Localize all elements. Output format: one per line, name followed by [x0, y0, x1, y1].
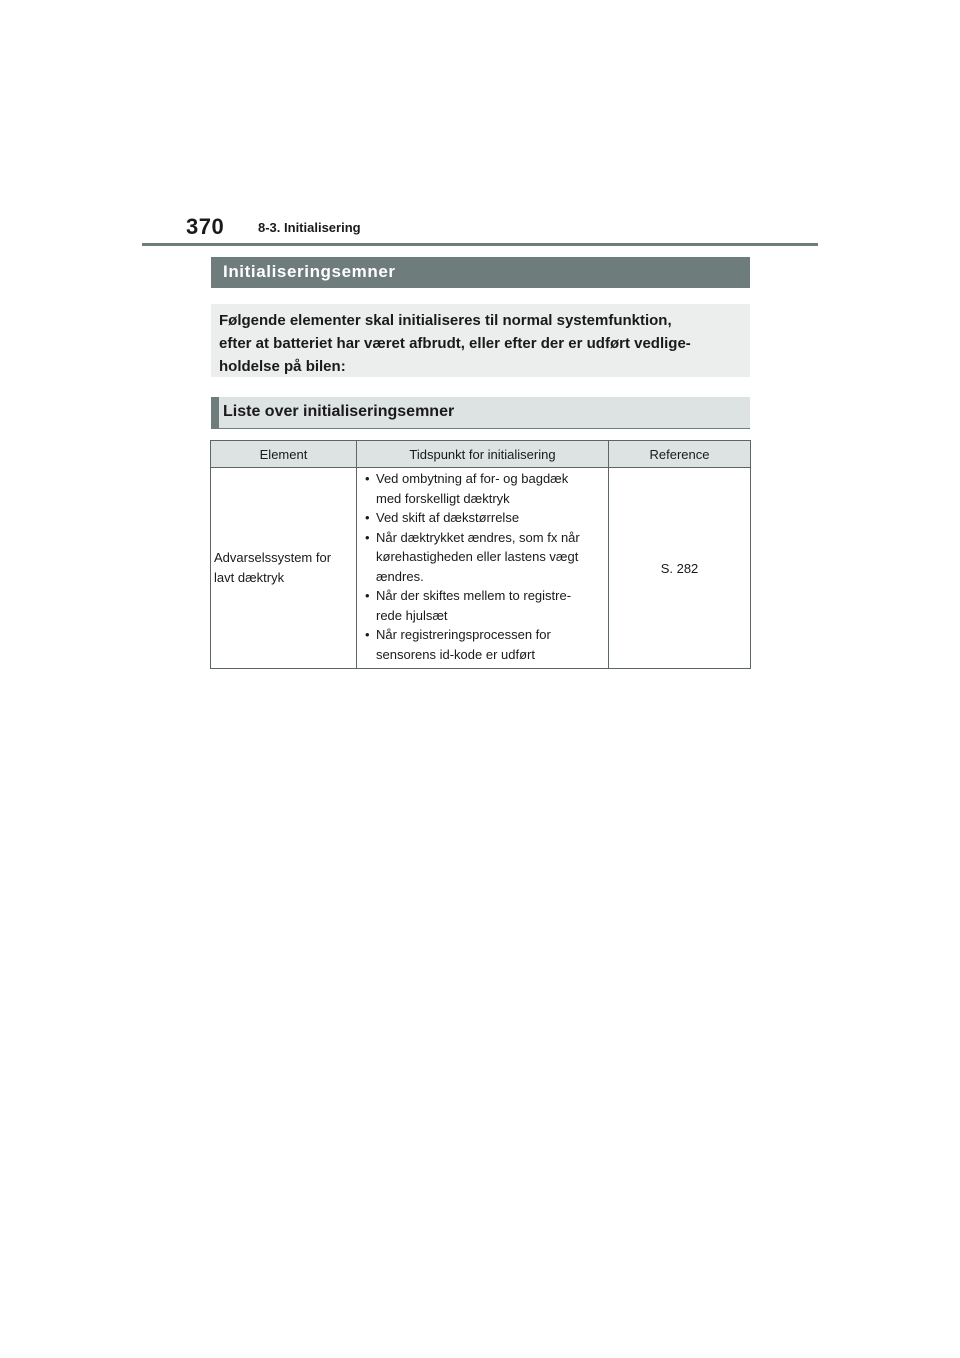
list-item-line: ændres.: [376, 568, 424, 584]
cell-reference: S. 282: [609, 468, 751, 669]
column-header-timing: Tidspunkt for initialisering: [357, 441, 609, 468]
list-item-line: Ved skift af dækstørrelse: [376, 510, 520, 525]
timing-list: [365, 469, 604, 664]
intro-line: Følgende elementer skal initialiseres til normal systemfunktion,: [219, 312, 672, 329]
table-row: [211, 468, 751, 669]
list-item: [365, 528, 604, 587]
element-line: lavt dæktryk: [214, 570, 285, 585]
page-number: 370: [186, 214, 225, 239]
column-header-reference: Reference: [609, 441, 751, 468]
initialization-table: [210, 440, 751, 669]
intro-text: [219, 309, 742, 378]
title-bar: Initialiseringsemner: [211, 257, 750, 288]
sub-heading: Liste over initialiseringsemner: [211, 397, 750, 429]
intro-line: efter at batteriet har været afbrudt, eller efter der er udført vedlige-: [219, 335, 691, 352]
table-header-row: [211, 441, 751, 468]
list-item-line: med forskelligt dæktryk: [376, 490, 510, 506]
intro-box: [211, 304, 750, 377]
list-item: [365, 508, 604, 528]
cell-timing: [357, 468, 609, 669]
list-item-line: Når der skiftes mellem to registre-: [376, 588, 572, 603]
column-header-element: Element: [211, 441, 357, 468]
list-item-line: sensorens id-kode er udført: [376, 646, 535, 662]
list-item: [365, 586, 604, 625]
list-item: [365, 469, 604, 508]
list-item-line: kørehastigheden eller lastens vægt: [376, 549, 579, 564]
list-item-line: Når registreringsprocessen for: [376, 627, 551, 642]
cell-element: [211, 468, 357, 669]
list-item-line: Når dæktrykket ændres, som fx når: [376, 529, 580, 545]
header-rule: [142, 243, 818, 246]
element-line: Advarselssystem for: [214, 550, 332, 565]
list-item-line: rede hjulsæt: [376, 607, 448, 623]
list-item-line: Ved ombytning af for- og bagdæk: [376, 471, 569, 486]
intro-line: holdelse på bilen:: [219, 358, 346, 375]
section-label: 8-3. Initialisering: [258, 220, 361, 235]
list-item: [365, 625, 604, 664]
